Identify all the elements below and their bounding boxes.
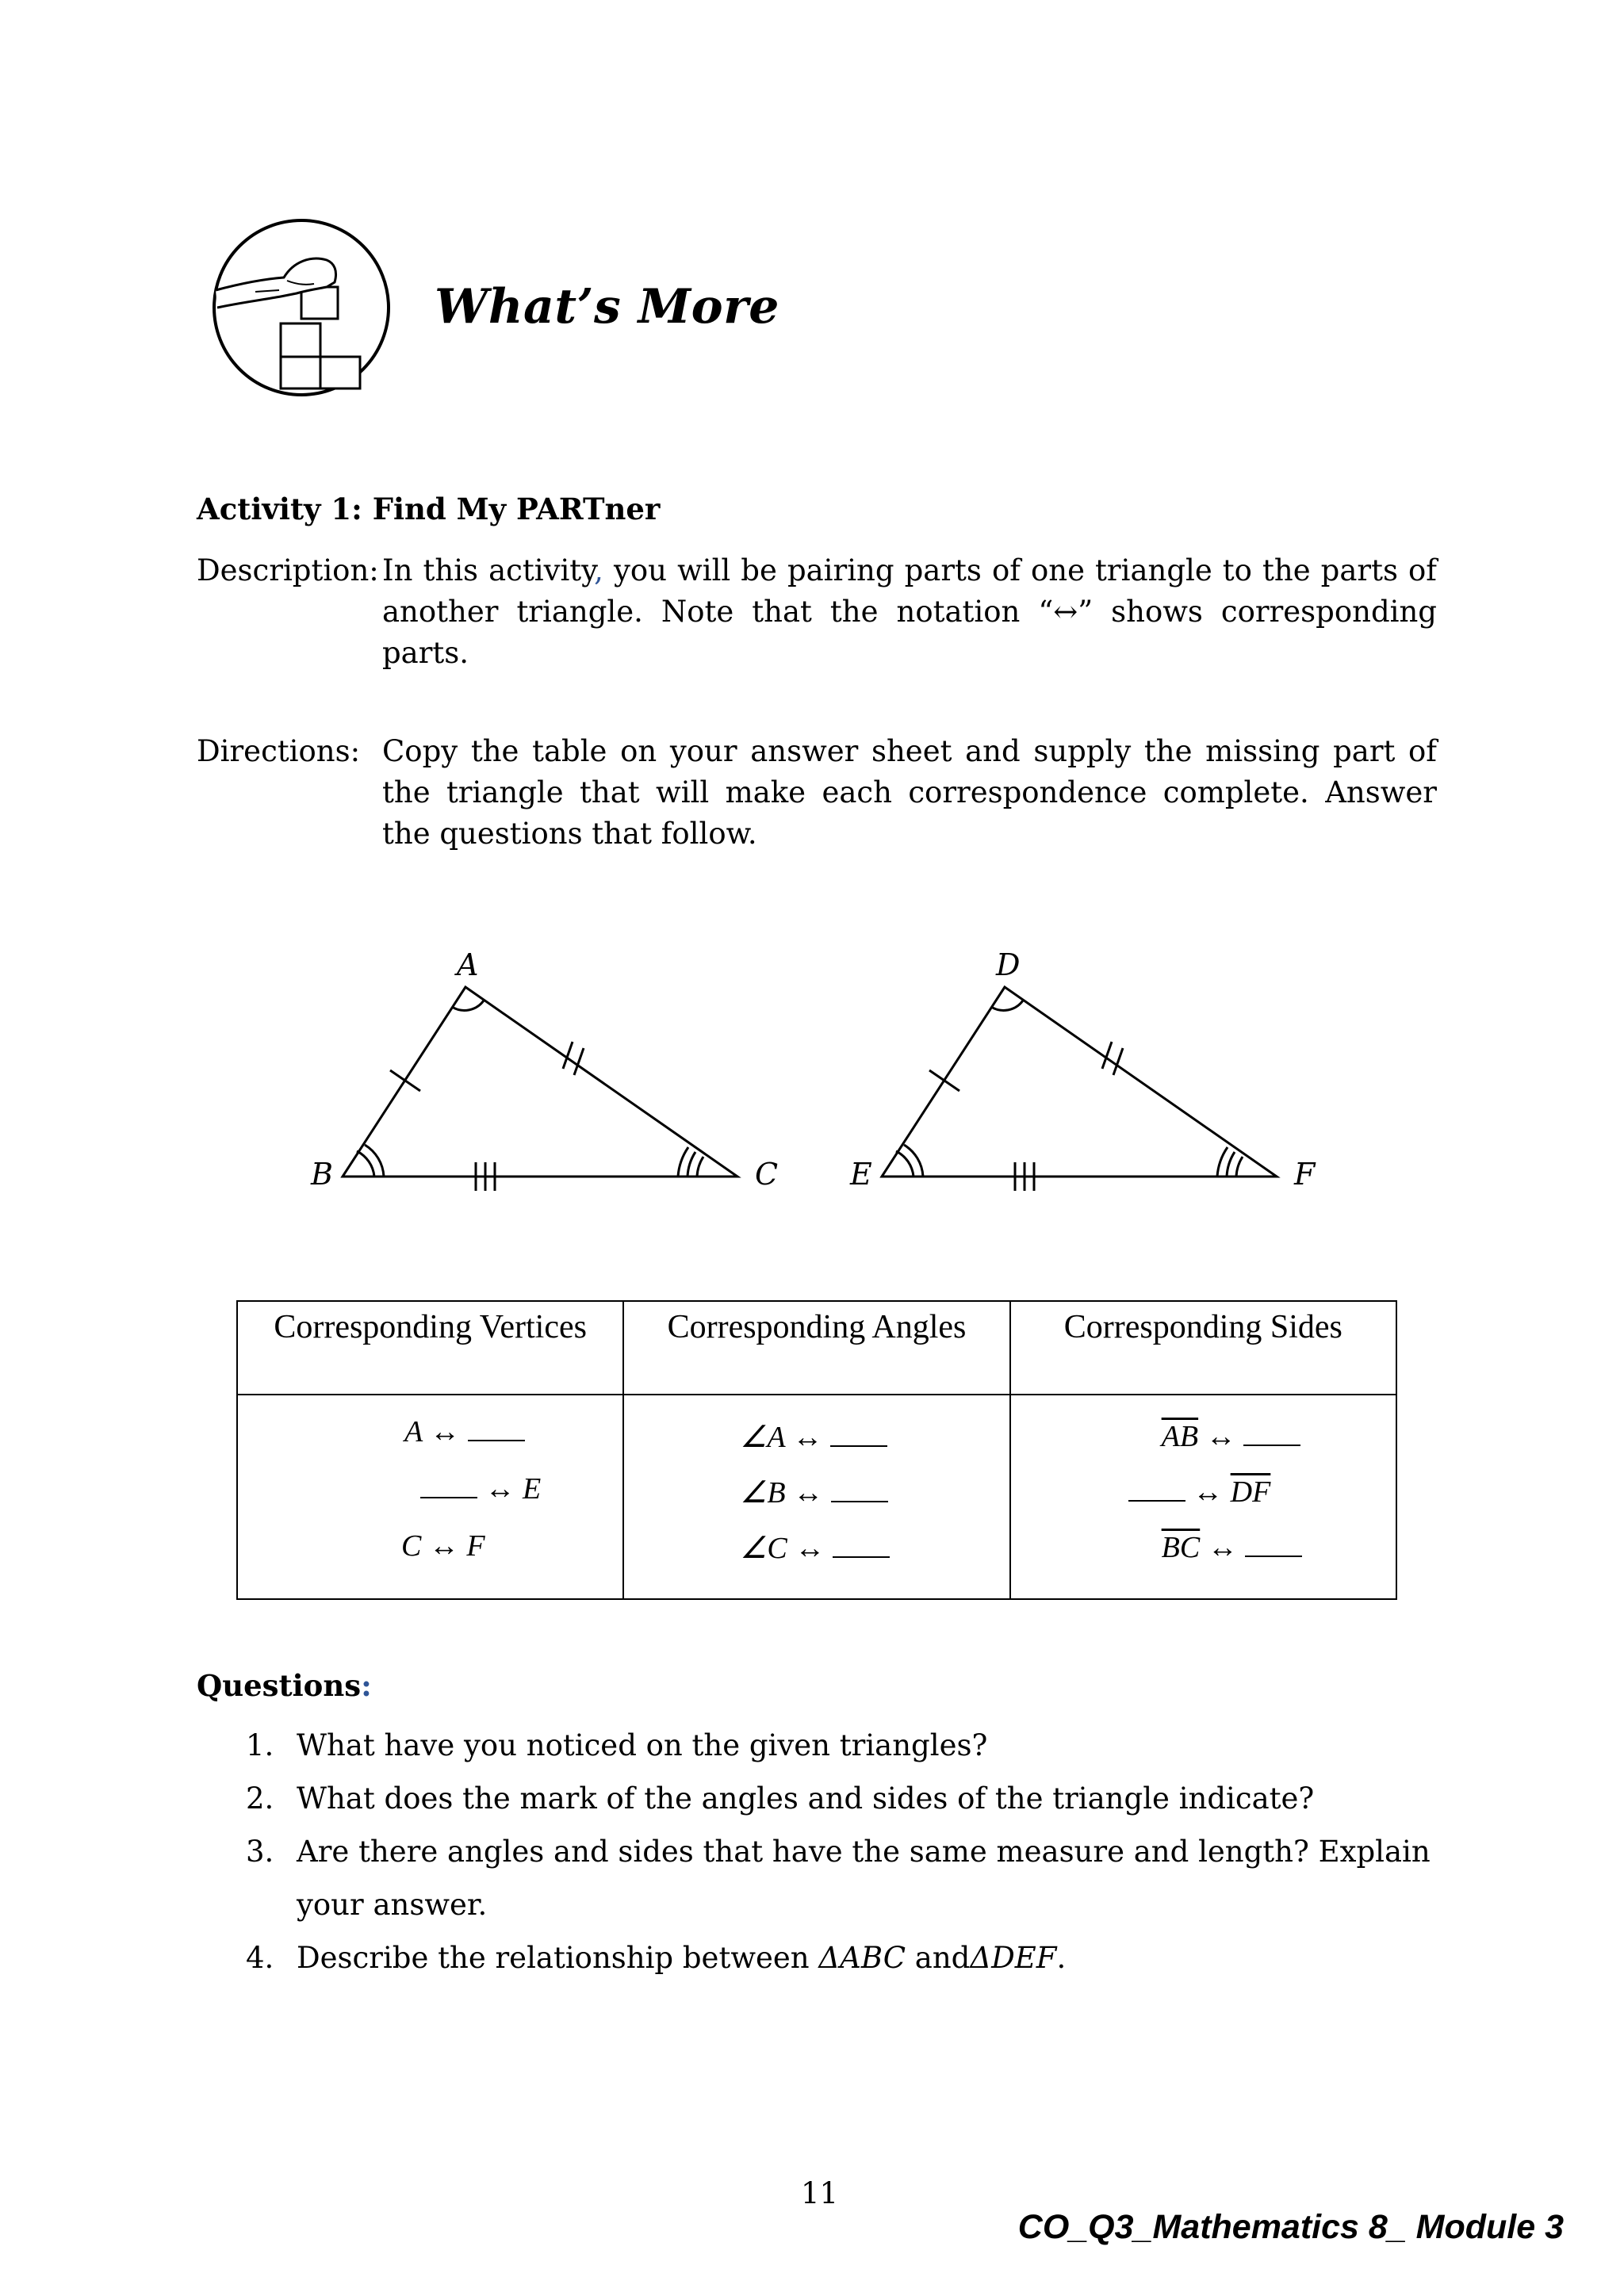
side-row-3: $\overline{BC}$ ↔ <box>1162 1530 1303 1565</box>
section-title: What’s More <box>435 279 779 335</box>
vertex-label-b: B <box>311 1157 333 1192</box>
hand-stacking-blocks-icon <box>208 214 395 401</box>
directions-label: Directions: <box>197 734 361 768</box>
side-row-1: $\overline{AB}$ ↔ <box>1162 1419 1300 1454</box>
congruent-triangles-figure <box>301 943 1332 1213</box>
question-item: 4. Describe the relationship between ΔABC andΔDEF. <box>246 1941 1067 1975</box>
header-vertices: Corresponding Vertices <box>237 1301 623 1395</box>
answer-blank[interactable] <box>420 1473 477 1498</box>
vertex-label-e: E <box>850 1157 872 1192</box>
vertex-label-d: D <box>996 947 1021 982</box>
angle-row-2: ∠B ↔ <box>740 1475 887 1510</box>
questions-list <box>197 1719 1437 1984</box>
answer-blank[interactable] <box>1243 1421 1300 1446</box>
description-text: In this activity, you will be pairing parts of one triangle to the parts of another triangle. Note that the notation “↔” shows corresponding parts. <box>382 553 1437 670</box>
vertices-cell <box>237 1395 623 1599</box>
vertex-label-c: C <box>755 1157 779 1192</box>
description-label: Description: <box>197 553 379 587</box>
vertex-label-a: A <box>457 947 479 982</box>
question-item: 3. Are there angles and sides that have the same measure and length? Explain your answer. <box>246 1835 1431 1922</box>
correspondence-table <box>236 1300 1397 1600</box>
angle-row-1: ∠A ↔ <box>740 1419 887 1455</box>
answer-blank[interactable] <box>830 1422 887 1447</box>
triangle-abc <box>310 947 778 1192</box>
side-row-2: ↔ $\overline{DF}$ <box>1128 1475 1271 1510</box>
description-paragraph <box>197 550 1437 685</box>
directions-text: Copy the table on your answer sheet and supply the missing part of the triangle that will make each correspondence complete. Answer the questions that follow. <box>382 734 1437 851</box>
module-code: CO_Q3_Mathematics 8_ Module 3 <box>1017 2208 1564 2246</box>
vertex-label-f: F <box>1294 1157 1316 1192</box>
vertex-row-2: ↔ E <box>420 1471 541 1506</box>
activity-title: Activity 1: Find My PARTner <box>197 492 661 526</box>
answer-blank[interactable] <box>1245 1532 1302 1557</box>
header-sides: Corresponding Sides <box>1010 1301 1396 1395</box>
vertex-row-1: A ↔ <box>404 1414 525 1449</box>
angles-cell <box>623 1395 1009 1599</box>
page-number: 11 <box>801 2176 839 2210</box>
directions-paragraph <box>197 731 1437 866</box>
answer-blank[interactable] <box>468 1416 525 1441</box>
questions-title: Questions: <box>197 1668 372 1703</box>
angle-row-3: ∠C ↔ <box>740 1530 889 1566</box>
triangle-def <box>849 947 1316 1192</box>
sides-cell <box>1010 1395 1396 1599</box>
vertex-row-3: C ↔ F <box>401 1529 485 1563</box>
answer-blank[interactable] <box>831 1477 888 1502</box>
header-angles: Corresponding Angles <box>623 1301 1009 1395</box>
question-item: 2. What does the mark of the angles and sides of the triangle indicate? <box>246 1781 1315 1816</box>
question-item: 1. What have you noticed on the given triangles? <box>246 1728 988 1762</box>
answer-blank[interactable] <box>1128 1476 1185 1502</box>
answer-blank[interactable] <box>833 1533 890 1558</box>
